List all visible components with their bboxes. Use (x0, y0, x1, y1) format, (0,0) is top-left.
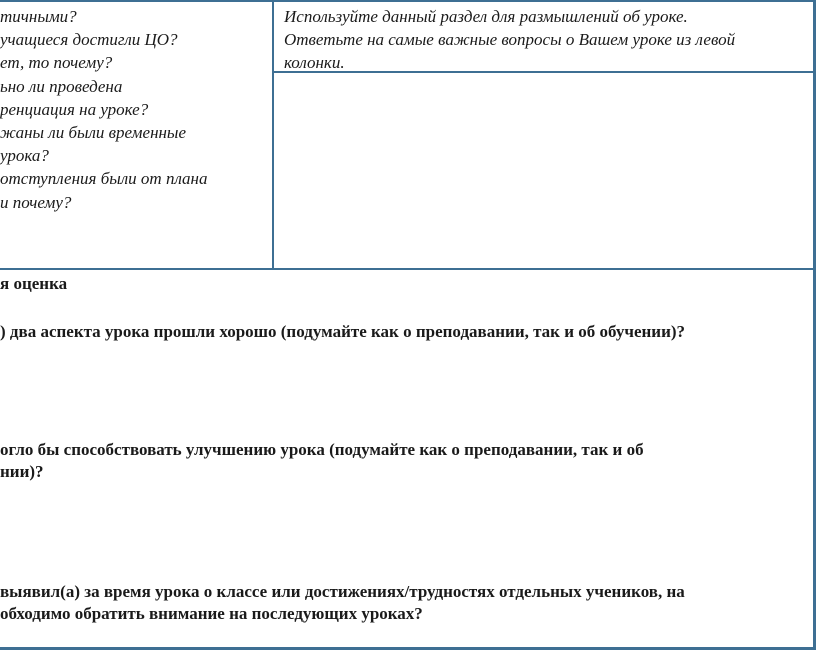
question-2-line: нии)? (0, 462, 44, 481)
left-line: учащиеся достигли ЦО? (0, 30, 178, 50)
right-line: Ответьте на самые важные вопросы о Вашем уроке из левой (284, 30, 736, 50)
left-line: тичными? (0, 7, 77, 26)
section-heading: я оценка (0, 274, 68, 293)
section-divider (0, 268, 816, 270)
left-column-questions (0, 5, 208, 214)
question-3-line: выявил(а) за время урока о классе или достижениях/трудностях отдельных учеников, на (0, 582, 685, 601)
left-line: жаны ли были временные (0, 122, 186, 142)
table-top-border (0, 0, 816, 2)
left-line: ьно ли проведена (0, 76, 123, 96)
column-divider (272, 0, 274, 270)
question-3-line: обходимо обратить внимание на последующих уроках? (0, 604, 423, 623)
left-line: урока? (0, 146, 49, 166)
question-1: ) два аспекта урока прошли хорошо (подумайте как о преподавании, так и об обучении)? (0, 322, 686, 341)
left-line: ет, то почему? (0, 53, 113, 73)
question-3 (0, 581, 685, 625)
left-line: ренциация на уроке? (0, 99, 149, 119)
table-bottom-border (0, 647, 816, 650)
question-2 (0, 439, 644, 483)
question-2-line: огло бы способствовать улучшению урока (подумайте как о преподавании, так и об (0, 440, 644, 459)
left-line: отступления были от плана (0, 169, 208, 189)
right-line: колонки. (284, 53, 345, 73)
left-line: и почему? (0, 192, 72, 212)
right-line: Используйте данный раздел для размышлений об уроке. (284, 7, 688, 26)
right-column-instructions (284, 5, 735, 75)
